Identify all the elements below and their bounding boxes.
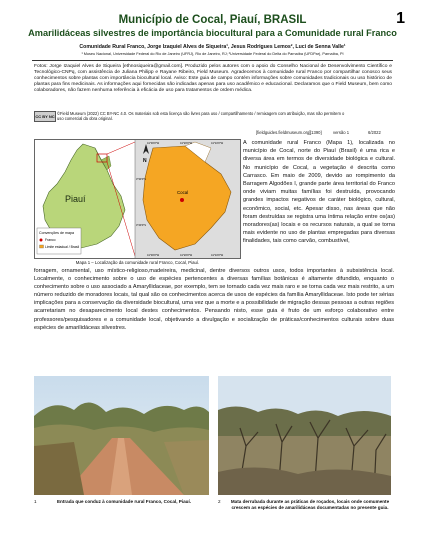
franco-marker [180, 198, 184, 202]
guide-version: versão 1 [333, 130, 350, 135]
intro-text-full-width: forragem, ornamental, uso místico-religioso,madeireira, medicinal, dentre diversos outros usos, todos importantes à subsistência local. Localmente, o conhecimento sobre o uso de espécies pertencentes a diversas famílias botânicas é altamente difundido, enquanto o conhecimento sobre o uso associado a Amaryllidaceae, por exemplo, tem se tornado cada vez mais raro e se torna cada vez mais restrito, a um número reduzido de moradores locais, tal qual são os conhecimentos acerca de usos de espécies da família Amaryllidaceae. Isto pode ter sérias implicações para a conservação da diversidade biocultural, uma vez que a morte e a possibilidade de migração dessas pessoas a outras regiões acarretariam no desaparecimento local destes conhecimentos. Pensando nisto, esse guia é fruto de um esforço colaborativo entre professores/pesquisadores e a comunidade local, objetivando a divulgação e socialização de práticas/conhecimentos culturais sobre duas espécies de amarilidáceas silvestres. [34, 268, 394, 331]
intro-text-right-column: A comunidade rural Franco (Mapa 1), localizada no município de Cocal, norte do Piauí (Brasil) é uma rica e diversa área em termos de diversidade biológica e cultural. No município de Cocal, a vegetação é descrita como Carrasco. Em maio de 2009, devido ao rompimento da Barragem Algodões I, grande parte área territorial do Franco onde viviam muitas famílias foi destruída, provocando grandes impactos negativos de caráter biológico, cultural, econômico, social, etc. Apesar disso, nas áreas que não foram destruídas se registra uma íntima relação entre os(as) moradores(as) locais e os recursos naturais, a qual se torna mais evidente no uso de plantas empregadas para diversas finalidades, tais como carvão, combustível, [243, 140, 395, 245]
legend-item-boundary: Limite estadual / Brasil [45, 245, 80, 249]
affiliations-line: ¹ Museu Nacional, Universidade Federal do Rio de Janeiro (UFRJ), Rio de Janeiro, RJ; ²Universidade Federal do Delta do Parnaíba (UFDPar), Parnaíba, PI [81, 52, 344, 56]
photo-1-caption: Entrada que conduz à comunidade rural Franco, Cocal, Piauí. [56, 499, 191, 504]
coord-bottom-1: 41°30'0"W [147, 254, 160, 257]
legend-item-franco: Franco [45, 238, 56, 242]
license-text: ©Field Museum (2022) CC BY-NC 4.0. Os materiais sob esta licença são livres para uso / compartilhamento / remixagem com atribuição, mas não permitem o uso comercial da obra original. [57, 111, 345, 122]
guide-subtitle: Amarilidáceas silvestres de importância biocultural para a Comunidade rural Franco [28, 28, 397, 38]
legend-franco-marker [40, 239, 43, 242]
cc-license-badge: CC BY NC [34, 111, 56, 122]
authors-line: Comunidade Rural Franco, Jorge Izaquiel Alves de Siqueira¹, Jesus Rodrigues Lemos², Luci de Senna Valle¹ [79, 44, 346, 50]
coord-top-1: 41°30'0"W [147, 142, 160, 145]
page-number: 1 [396, 10, 405, 27]
credits-paragraph: Fotos: Jorge Izaquiel Alves de Siqueira [ethnosiqueira@gmail.com]. Produzido pelos autores com o apoio do Conselho Nacional de Desenvolvimento Científico e Tecnológico-CNPq, com assistência de Juliana Philipp e Rayane Ribeiro, Field Museum. Agradecemos à comunidade rural Franco por compartilhar conosco seus conhecimentos sobre plantas com importância biocultural local. Aviso: Este guia de campo contém informações sobre comunidades tradicionais ou uso histórico de plantas para fins medicinais. As informações aqui fornecidas são indicadas apenas para uso acadêmico e educacional. Declaramos que o Field Museum, bem como colaboradores, não fazem nenhuma referência à eficácia de uso para tratamentos de ordem médica. [34, 64, 392, 94]
coord-bottom-2: 41°20'0"W [180, 254, 193, 257]
page-title: Município de Cocal, Piauí, BRASIL [118, 14, 307, 26]
cleared-forest-svg [218, 376, 391, 495]
photo-2-number: 2 [218, 499, 221, 504]
coord-left-2: 3°40'0"S [136, 224, 146, 227]
map-svg [35, 140, 240, 258]
guide-date: 6/2022 [368, 130, 381, 135]
coord-top-3: 41°10'0"W [211, 142, 224, 145]
state-label: Piauí [65, 194, 86, 204]
photo-2-caption: Mata derrubada durante as práticas de roçados, locais onde comumente crescem as espécies de amarilidáceas documentadas no presente guia. [230, 499, 390, 511]
header-divider [32, 60, 393, 61]
map-caption: Mapa 1 – Localização da comunidade rural Franco, Cocal, Piauí. [75, 260, 200, 265]
guide-number: [1390] [310, 130, 322, 135]
location-map [34, 139, 241, 259]
photo-cleared-forest [218, 376, 391, 495]
legend-boundary-swatch [40, 245, 44, 248]
legend-title: Convenções de mapa [39, 231, 74, 235]
road-photo-svg [34, 376, 209, 495]
coord-left-1: 3°30'0"S [136, 178, 146, 181]
photo-road-entrance [34, 376, 209, 495]
photo-1-number: 1 [34, 499, 37, 504]
town-label: Cocal [177, 190, 189, 195]
coord-bottom-3: 41°10'0"W [211, 254, 224, 257]
guide-url[interactable]: [fieldguides.fieldmuseum.org] [256, 130, 311, 135]
coord-top-2: 41°20'0"W [180, 142, 193, 145]
north-label: N [143, 158, 147, 164]
